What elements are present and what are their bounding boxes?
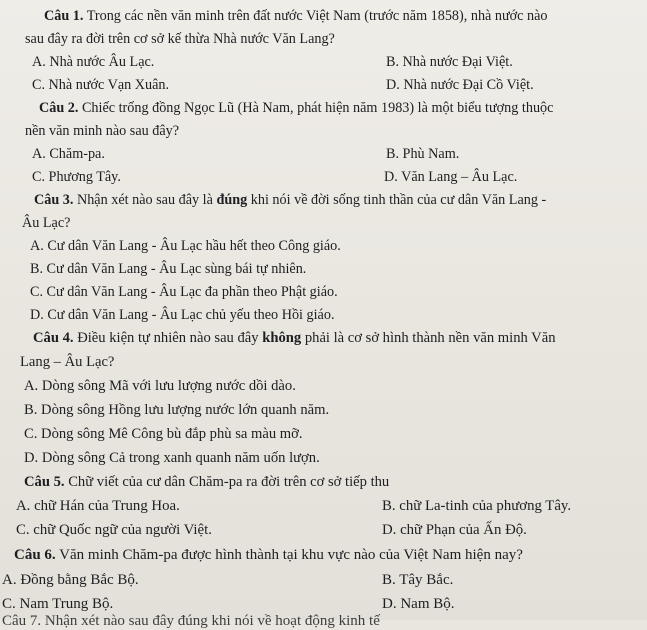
option-c: C. Cư dân Văn Lang - Âu Lạc đa phần theo Phật giáo.: [30, 284, 338, 300]
question-text: khi nói về đời sống tinh thần của cư dân Văn Lang -: [250, 192, 547, 208]
question-label: Câu 4.: [33, 330, 74, 346]
option-b: B. Tây Bắc.: [382, 572, 454, 588]
question-5-line-1: [24, 473, 389, 491]
question-label: Câu 1.: [44, 8, 84, 24]
option-c: C. chữ Quốc ngữ của người Việt.: [16, 522, 212, 538]
question-text: Văn minh Chăm-pa được hình thành tại khu vực nào của Việt Nam hiện nay?: [59, 547, 523, 563]
question-label: Câu 6.: [14, 547, 56, 563]
option-b: B. Nhà nước Đại Việt.: [386, 54, 513, 70]
question-3-line-1: [34, 191, 546, 209]
option-c: C. Phương Tây.: [32, 169, 121, 185]
option-a: A. Đồng bằng Bắc Bộ.: [2, 572, 139, 588]
option-a: A. Chăm-pa.: [32, 146, 105, 162]
question-2-line-2: nền văn minh nào sau đây?: [25, 123, 180, 139]
question-4-line-2: Lang – Âu Lạc?: [20, 354, 115, 370]
question-text: Điều kiện tự nhiên nào sau đây: [77, 330, 259, 346]
option-a: A. chữ Hán của Trung Hoa.: [16, 498, 180, 514]
option-d: D. Nhà nước Đại Cồ Việt.: [386, 77, 534, 93]
question-4-line-1: [33, 329, 556, 347]
question-text: Chiếc trống đồng Ngọc Lũ (Hà Nam, phát hiện năm 1983) là một biểu tượng thuộc: [81, 100, 554, 116]
option-a: A. Cư dân Văn Lang - Âu Lạc hầu hết theo Công giáo.: [30, 238, 341, 254]
question-text: phải là cơ sở hình thành nền văn minh Văn: [304, 330, 556, 346]
question-label: Câu 2.: [39, 100, 79, 116]
option-d: D. chữ Phạn của Ấn Độ.: [382, 522, 527, 538]
option-a: A. Dòng sông Mã với lưu lượng nước dồi dào.: [24, 378, 296, 394]
question-label: Câu 5.: [24, 474, 65, 490]
option-b: B. Cư dân Văn Lang - Âu Lạc sùng bái tự nhiên.: [30, 261, 307, 277]
question-text: Trong các nền văn minh trên đất nước Việt Nam (trước năm 1858), nhà nước nào: [86, 8, 548, 24]
question-2-line-1: [39, 99, 553, 117]
option-d: D. Văn Lang – Âu Lạc.: [384, 169, 518, 185]
emphasis-word: đúng: [216, 192, 248, 208]
question-text: Nhận xét nào sau đây là: [76, 192, 213, 208]
option-a: A. Nhà nước Âu Lạc.: [32, 54, 155, 70]
option-c: C. Dòng sông Mê Công bù đắp phù sa màu mỡ.: [24, 426, 303, 442]
option-d: D. Dòng sông Cả trong xanh quanh năm uốn lượn.: [24, 450, 320, 466]
option-c: C. Nhà nước Vạn Xuân.: [32, 77, 170, 93]
question-3-line-2: Âu Lạc?: [22, 215, 71, 231]
option-b: B. Dòng sông Hồng lưu lượng nước lớn quanh năm.: [24, 402, 330, 418]
option-d: D. Nam Bộ.: [382, 596, 455, 612]
question-text: Chữ viết của cư dân Chăm-pa ra đời trên cơ sở tiếp thu: [68, 474, 390, 490]
emphasis-word: không: [262, 330, 302, 346]
option-b: B. chữ La-tinh của phương Tây.: [382, 498, 572, 514]
cutoff-question-line: Câu 7. Nhận xét nào sau đây đúng khi nói về hoạt động kinh tế: [2, 613, 380, 629]
question-1-line-2: sau đây ra đời trên cơ sở kế thừa Nhà nước Văn Lang?: [25, 31, 335, 47]
question-1-line-1: [44, 7, 548, 25]
question-6-line-1: [14, 546, 523, 564]
question-label: Câu 3.: [34, 192, 74, 208]
option-b: B. Phù Nam.: [386, 146, 460, 162]
option-c: C. Nam Trung Bộ.: [2, 596, 114, 612]
option-d: D. Cư dân Văn Lang - Âu Lạc chủ yếu theo Hồi giáo.: [30, 307, 335, 323]
